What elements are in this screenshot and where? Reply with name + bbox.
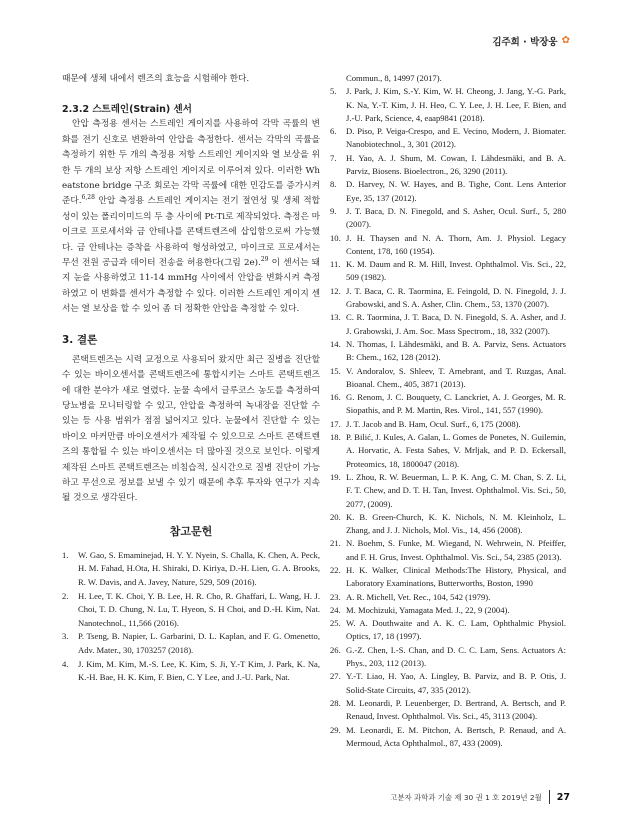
reference-number: 21. xyxy=(330,538,341,549)
strain-text-a: 안압 측정용 센서는 스트레인 게이지를 사용하여 각막 곡률의 변화를 전기 신호로 변환하여 안압을 측정한다. 센서는 각막의 곡률을 측정하기 위한 두 개의 측정용 저항 스트레인 게이지와 열 보상을 위한 두 개의 보상 저항 스트레인 게이지로 이루어져 있다. 이러한 Wheatstone bridge 구조 회로는 각막 곡률에 대한 민감도를 증가시켜준다. xyxy=(62,119,320,207)
reference-text: J. T. Baca, C. R. Taormina, E. Feingold, D. N. Finegold, J. J. Grabowski, and S. A. Asher, Clin. Chem., 53, 1370 (2007). xyxy=(346,285,566,310)
reference-text: W. Gao, S. Emaminejad, H. Y. Y. Nyein, S. Challa, K. Chen, A. Peck, H. M. Fahad, H.Ota, H. Shiraki, D. Kiriya, D.-H. Lien, G. A. Brooks, R. W. Davis, and A. Javey, Nature, 529, 509 (2016). xyxy=(78,549,320,587)
reference-number: 7. xyxy=(330,152,337,163)
footer-journal: 고분자 과학과 기술 제 30 권 1 호 2019년 2월 xyxy=(390,792,542,802)
reference-text: J. Kim, M. Kim, M.-S. Lee, K. Kim, S. Ji, Y.-T Kim, J. Park, K. Na, K.-H. Bae, H. K. Kim, F. Bien, C. Y Lee, and J.-U. Park, Nat. xyxy=(78,658,320,683)
page-footer xyxy=(390,790,570,804)
references-list-right xyxy=(330,85,566,750)
reference-text: J. T. Baca, D. N. Finegold, and S. Asher, Ocul. Surf., 5, 280 (2007). xyxy=(346,205,566,230)
citation-29: 29 xyxy=(260,256,269,264)
citation-6-28: 6,28 xyxy=(81,194,95,202)
reference-number: 26. xyxy=(330,644,341,655)
strain-sensor-paragraph xyxy=(62,117,320,317)
running-header xyxy=(492,34,570,48)
reference-item xyxy=(330,604,566,617)
footer-divider xyxy=(549,790,550,804)
reference-item xyxy=(330,205,566,232)
reference-item xyxy=(330,617,566,644)
reference-text: K. M. Daum and R. M. Hill, Invest. Ophthalmol. Vis. Sci., 22, 509 (1982). xyxy=(346,259,566,283)
reference-number: 25. xyxy=(330,618,341,629)
reference-item xyxy=(330,152,566,179)
reference-number: 10. xyxy=(330,232,341,243)
reference-number: 16. xyxy=(330,392,341,403)
reference-item xyxy=(330,697,566,724)
references-list-left xyxy=(62,549,320,685)
reference-text: J. T. Jacob and B. Ham, Ocul. Surf., 6, 175 (2008). xyxy=(346,418,521,429)
reference-item xyxy=(330,311,566,338)
reference-number: 15. xyxy=(330,365,341,376)
reference-item xyxy=(330,285,566,312)
reference-item xyxy=(62,549,320,590)
reference-text: J. H. Thaysen and N. A. Thorn, Am. J. Physiol. Legacy Content, 178, 160 (1954). xyxy=(346,232,566,256)
reference-text: N. Boehm, S. Funke, M. Wiegand, N. Wehrwein, N. Pfeiffer, and F. H. Grus, Invest. Ophthalmol. Vis. Sci., 54, 2385 (2013). xyxy=(346,538,566,562)
reference-item xyxy=(330,365,566,392)
left-column xyxy=(62,72,320,685)
reference-item xyxy=(330,85,566,125)
reference-text: H. K. Walker, Clinical Methods:The History, Physical, and Laboratory Examinations, Butterworths, Boston, 1990 xyxy=(346,564,566,589)
reference-item xyxy=(330,338,566,365)
reference-text: G. Renom, J. C. Bouquety, C. Lanckriet, A. J. Georges, M. R. Siopathis, and P. M. Martin, Res. Virol., 141, 557 (1990). xyxy=(346,392,566,416)
flower-icon: ✿ xyxy=(561,35,570,46)
reference-number: 14. xyxy=(330,338,341,349)
reference-number: 23. xyxy=(330,591,341,602)
reference-text: H. Lee, T. K. Choi, Y. B. Lee, H. R. Cho, R. Ghaffari, L. Wang, H. J. Choi, T. D. Chung, N. Lu, T. Hyeon, S. H Choi, and D.-H. Kim, Nat. Nanotechnol., 11,566 (2016). xyxy=(78,590,320,628)
reference-text: N. Thomas, I. Lähdesmäki, and B. A. Parviz, Sens. Actuators B: Chem., 162, 128 (2012). xyxy=(346,338,566,363)
strain-text-b: 안압 측정용 스트레인 게이지는 전기 절연성 및 생체 적합성이 있는 폴리이미드의 두 층 사이에 Pt-Ti로 제작되었다. 측정은 마이크로 프로세서와 금 안테나를 콘택트렌즈에 삽입함으로써 가능했다. 금 안테나는 증착을 사용하여 형성하였고, 마이크로 프로세서는 무선 전원 공급과 데이터 전송을 허용한다(그림 2e). xyxy=(62,196,320,269)
reference-number: 29. xyxy=(330,724,341,735)
reference-item xyxy=(330,511,566,538)
reference-number: 3. xyxy=(62,631,69,642)
reference-item xyxy=(62,630,320,657)
reference-number: 1. xyxy=(62,549,69,560)
reference-number: 18. xyxy=(330,432,341,443)
reference-item xyxy=(330,391,566,418)
header-authors: 김주희 · 박장웅 xyxy=(492,37,558,48)
reference-item xyxy=(330,591,566,604)
reference-text: L. Zhou, R. W. Beuerman, L. P. K. Ang, C. M. Chan, S. Z. Li, F. T. Chew, and D. T. H. Tan, Invest. Ophthalmol. Vis. Sci., 50, 2077, (2009). xyxy=(346,471,566,509)
reference-number: 12. xyxy=(330,285,341,296)
reference-number: 5. xyxy=(330,86,337,97)
conclusion-paragraph: 콘택트렌즈는 시력 교정으로 사용되어 왔지만 최근 질병을 진단할 수 있는 바이오센서를 콘택트렌즈에 통합시키는 스마트 콘택트렌즈에 대한 분야가 새로 열렸다. 눈물 속에서 글루코스 농도를 측정하여 당뇨병을 모니터링할 수 있고, 안압을 측정하여 녹내장을 진단할 수 있는 등 사용 범위가 점점 넓어지고 있다. 눈물에서 진단할 수 있는 바이오 마커만큼 바이오센서가 제작될 수 있으므로 스마트 콘택트렌즈의 통합될 수 있는 바이오센서는 더 많아질 것으로 보인다. 이렇게 제작된 스마트 콘택트렌즈는 비침습적, 실시간으로 질병 진단이 가능하고 무선으로 정보를 보낼 수 있기 때문에 추후 투자와 연구가 지속될 것으로 생각된다. xyxy=(62,354,320,504)
page-number: 27 xyxy=(556,791,570,803)
reference-number: 6. xyxy=(330,126,337,137)
reference-number: 17. xyxy=(330,418,341,429)
reference-text: D. Harvey, N. W. Hayes, and B. Tighe, Cont. Lens Anterior Eye, 35, 137 (2012). xyxy=(346,179,566,203)
reference-number: 19. xyxy=(330,471,341,482)
reference-number: 9. xyxy=(330,205,337,216)
reference-text: P. Bilić, J. Kules, A. Galan, L. Gomes de Ponetes, N. Guilemin, A. Horvatic, A. Festa Sabes, V. Mrljak, and P. D. Eckersall, Proteomics, 18, 1800047 (2018). xyxy=(346,432,566,469)
reference-text: A. R. Michell, Vet. Rec., 104, 542 (1979). xyxy=(346,591,491,602)
reference-text: K. B. Green-Church, K. K. Nichols, N. M. Kleinholz, L. Zhang, and J. J. Nichols, Mol. Vis., 14, 456 (2008). xyxy=(346,511,566,536)
reference-text: D. Piso, P. Veiga-Crespo, and E. Vecino, Modern, J. Biomater. Nanobiotechnol., 3, 301 (2012). xyxy=(346,126,566,150)
references-heading: 참고문헌 xyxy=(169,524,213,538)
reference-item xyxy=(330,564,566,591)
reference-number: 28. xyxy=(330,697,341,708)
reference-number: 2. xyxy=(62,590,69,601)
reference-number: 13. xyxy=(330,312,341,323)
reference-number: 11. xyxy=(330,259,341,270)
reference-text: J. Park, J. Kim, S.-Y. Kim, W. H. Cheong, J. Jang, Y.-G. Park, K. Na, Y.-T. Kim, J. H. Heo, C. Y. Lee, J. H. Lee, F. Bien, and J.-U. Park, Science, 4, eaap9841 (2018). xyxy=(346,86,566,123)
section-232-heading: 2.3.2 스트레인(Strain) 센서 xyxy=(62,104,192,116)
reference-text: Y.-T. Liao, H. Yao, A. Lingley, B. Parviz, and B. P. Otis, J. Solid-State Circuits, 47, 335 (2012). xyxy=(346,671,566,695)
reference-item xyxy=(330,232,566,259)
reference-item xyxy=(330,178,566,205)
reference-number: 4. xyxy=(62,658,69,669)
reference-text: H. Yao, A. J. Shum, M. Cowan, I. Lähdesmäki, and B. A. Parviz, Biosens. Bioelectron., 26, 3290 (2011). xyxy=(346,152,566,177)
reference-number: 24. xyxy=(330,604,341,615)
reference-item xyxy=(330,258,566,285)
reference-text: M. Leonardi, E. M. Pitchon, A. Bertsch, P. Renaud, and A. Mermoud, Acta Ophthalmol., 87, 433 (2009). xyxy=(346,724,566,748)
reference-item xyxy=(330,644,566,671)
reference-item xyxy=(330,471,566,511)
reference-number: 22. xyxy=(330,564,341,575)
reference-continuation: Commun., 8, 14997 (2017). xyxy=(346,73,442,83)
section-3-heading: 3. 결론 xyxy=(62,333,98,346)
reference-number: 20. xyxy=(330,511,341,522)
reference-text: W. A. Douthwaite and A. K. C. Lam, Ophthalmic Physiol. Optics, 17, 18 (1997). xyxy=(346,618,566,642)
strain-text-c: 이 센서는 돼지 눈을 사용하였고 11-14 mmHg 사이에서 안압을 변화시켜 측정하였고 이 변화를 센서가 측정할 수 있다. 이러한 스트레인 게이지 센서는 열 보상을 할 수 있어 좀 더 정확한 안압을 측정할 수 있다. xyxy=(62,258,320,315)
reference-text: V. Andoralov, S. Shleev, T. Arnebrant, and T. Ruzgas, Anal. Bioanal. Chem., 405, 3871 (2013). xyxy=(346,365,566,389)
reference-item xyxy=(330,537,566,564)
reference-item xyxy=(330,418,566,431)
reference-text: C. R. Taormina, J. T. Baca, D. N. Finegold, S. A. Asher, and J. J. Grabowski, J. Am. Soc. Mass Spectrom., 18, 332 (2007). xyxy=(346,312,566,336)
reference-item xyxy=(330,125,566,152)
reference-item xyxy=(62,590,320,631)
right-column xyxy=(330,72,566,750)
reference-item xyxy=(330,431,566,471)
reference-item xyxy=(330,670,566,697)
reference-number: 27. xyxy=(330,671,341,682)
reference-number: 8. xyxy=(330,179,337,190)
reference-text: M. Mochizuki, Yamagata Med. J., 22, 9 (2004). xyxy=(346,604,510,615)
reference-text: G.-Z. Chen, I.-S. Chan, and D. C. C. Lam, Sens. Actuators A: Phys., 203, 112 (2013). xyxy=(346,644,566,669)
intro-paragraph: 때문에 생체 내에서 렌즈의 효능을 시험해야 한다. xyxy=(62,74,250,84)
reference-item xyxy=(330,724,566,751)
reference-text: P. Tseng, B. Napier, L. Garbarini, D. L. Kaplan, and F. G. Omenetto, Adv. Mater., 30, 1703257 (2018). xyxy=(78,631,320,655)
reference-text: M. Leonardi, P. Leuenberger, D. Bertrand, A. Bertsch, and P. Renaud, Invest. Ophthalmol. Vis. Sci., 45, 3113 (2004). xyxy=(346,697,566,722)
reference-item xyxy=(62,658,320,685)
